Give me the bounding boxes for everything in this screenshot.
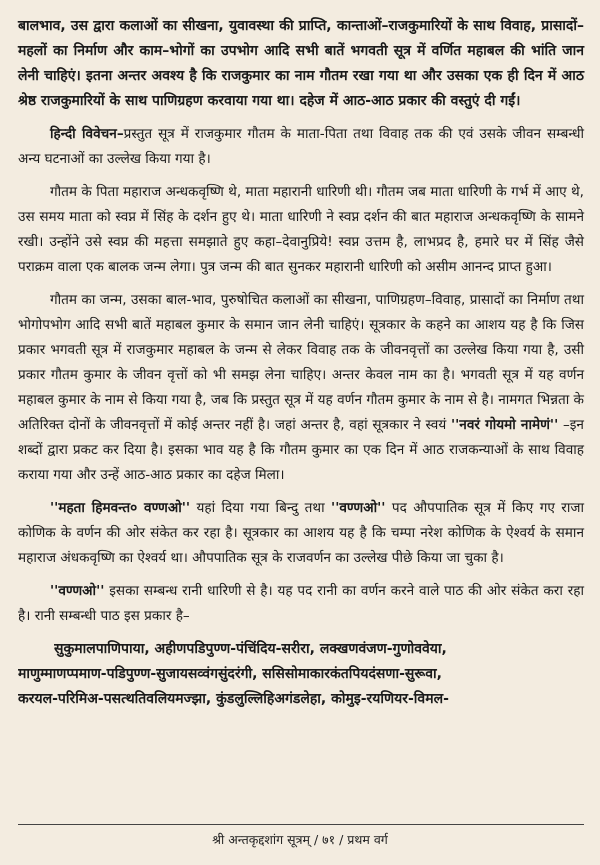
paragraph-gautam-life: [18, 288, 584, 488]
prakrit-line: माणुम्माणप्पमाण-पडिपुण्ण-सुजायसव्वंगसुंदरंगी, ससिसोमाकारकंतपियदंसणा-सुरूवा,: [18, 666, 442, 682]
prakrit-line: सुकुमालपाणिपाया, अहीणपडिपुण्ण-पंचिंदिय-सरीरा, लक्खणवंजण-गुणोववेया,: [54, 641, 447, 657]
gautam-life-text-b: –इन शब्दों द्वारा प्रकट कर दिया है। इसका भाव यह है कि गौतम कुमार का एक दिन में आठ राजकन्याओं के साथ विवाह कराया गया और उन्हें आठ-आठ प्रकार का दहेज मिला।: [18, 417, 584, 483]
prakrit-passage: [18, 637, 584, 712]
queen-text: इसका सम्बन्ध रानी धारिणी से है। यह पद रानी का वर्णन करने वाले पाठ की ओर संकेत करा रहा है। रानी सम्बन्धी पाठ इस प्रकार है–: [18, 583, 584, 624]
paragraph-himavanta: [18, 496, 584, 571]
prakrit-line: करयल-परिमिअ-पसत्थतिवलियमज्झा, कुंडलुल्लिहिअगंडलेहा, कोमुइ-रयणियर-विमल-: [18, 691, 449, 707]
quote-vannao: ''वण्णओ'': [331, 500, 386, 516]
quote-navaram: ''नवरं गोयमो नामेणं'': [450, 417, 559, 433]
paragraph-gautam-parents: गौतम के पिता महाराज अन्धकवृष्णि थे, माता महारानी धारिणी थी। गौतम जब माता धारिणी के गर्भ में आए थे, उस समय माता को स्वप्न में सिंह के दर्शन हुए थे। माता धारिणी ने स्वप्न दर्शन की बात महाराज अन्धकवृष्णि के सामने रखी। उन्होंने उसे स्वप्न की महत्ता समझाते हुए कहा–देवानुप्रिये! स्वप्न उत्तम है, लाभप्रद है, हमारे घर में सिंह जैसे पराक्रम वाला एक बालक जन्म लेगा। पुत्र जन्म की बात सुनकर महारानी धारिणी को असीम आनन्द प्राप्त हुआ।: [18, 184, 584, 275]
quote-himavanta: ''महता हिमवन्त० वण्णओ'': [50, 500, 191, 516]
page-footer: श्री अन्तकृद्दशांग सूत्रम् / ७१ / प्रथम वर्ग: [212, 832, 388, 847]
page-body: [18, 14, 584, 712]
paragraph-queen: [18, 579, 584, 629]
quote-vannao-queen: ''वण्णओ'': [50, 583, 105, 599]
paragraph-commentary-intro: [18, 122, 584, 172]
commentary-heading: हिन्दी विवेचन–: [50, 126, 124, 142]
himavanta-text-b: पद औपपातिक सूत्र में किए गए राजा कोणिक के वर्णन की ओर संकेत कर रहा है। सूत्रकार का आशय यह है कि चम्पा नरेश कोणिक के ऐश्वर्य के समान महाराज अंधकवृष्णि का ऐश्वर्य था। औपपातिक सूत्र के राजवर्णन का उल्लेख पीछे किया जा चुका है।: [18, 500, 584, 566]
himavanta-text-a: यहां दिया गया बिन्दु तथा: [190, 500, 332, 516]
gautam-life-text-a: गौतम का जन्म, उसका बाल-भाव, पुरुषोचित कलाओं का सीखना, पाणिग्रहण–विवाह, प्रासादों का निर्माण तथा भोगोपभोग आदि सभी बातें महाबल कुमार के समान जान लेनी चाहिएं। सूत्रकार के कहने का आशय यह है कि जिस प्रकार भगवती सूत्र में राजकुमार महाबल के जन्म से लेकर विवाह तक के जीवनवृत्तों का उल्लेख किया गया है, उसी प्रकार गौतम कुमार के जीवन वृत्तों को भी समझ लेना चाहिए। अन्तर केवल नाम का है। भगवती सूत्र में यह वर्णन महाबल कुमार के नाम से किया गया है, जब कि प्रस्तुत सूत्र में यह वर्णन गौतम कुमार के नाम से है। नामगत भिन्नता के अतिरिक्त दोनों के जीवनवृत्तों में कोई अन्तर नहीं है। जहां अन्तर है, वहां सूत्रकार ने स्वयं: [18, 292, 584, 433]
commentary-intro-text: प्रस्तुत सूत्र में राजकुमार गौतम के माता-पिता तथा विवाह तक की एवं उसके जीवन सम्बन्धी अन्य घटनाओं का उल्लेख किया गया है।: [18, 126, 584, 167]
paragraph-translation: बालभाव, उस द्वारा कलाओं का सीखना, युवावस्था की प्राप्ति, कान्ताओं–राजकुमारियों के साथ विवाह, प्रासादों–महलों का निर्माण और काम–भोगों का उपभोग आदि सभी बातें भगवती सूत्र में वर्णित महाबल की भांति जान लेनी चाहिएं। इतना अन्तर अवश्य है कि राजकुमार का नाम गौतम रखा गया था और उसका एक ही दिन में आठ श्रेष्ठ राजकुमारियों के साथ पाणिग्रहण करवाया गया था। दहेज में आठ-आठ प्रकार की वस्तुएं दी गईं।: [18, 18, 584, 109]
footer-divider: [18, 824, 584, 825]
